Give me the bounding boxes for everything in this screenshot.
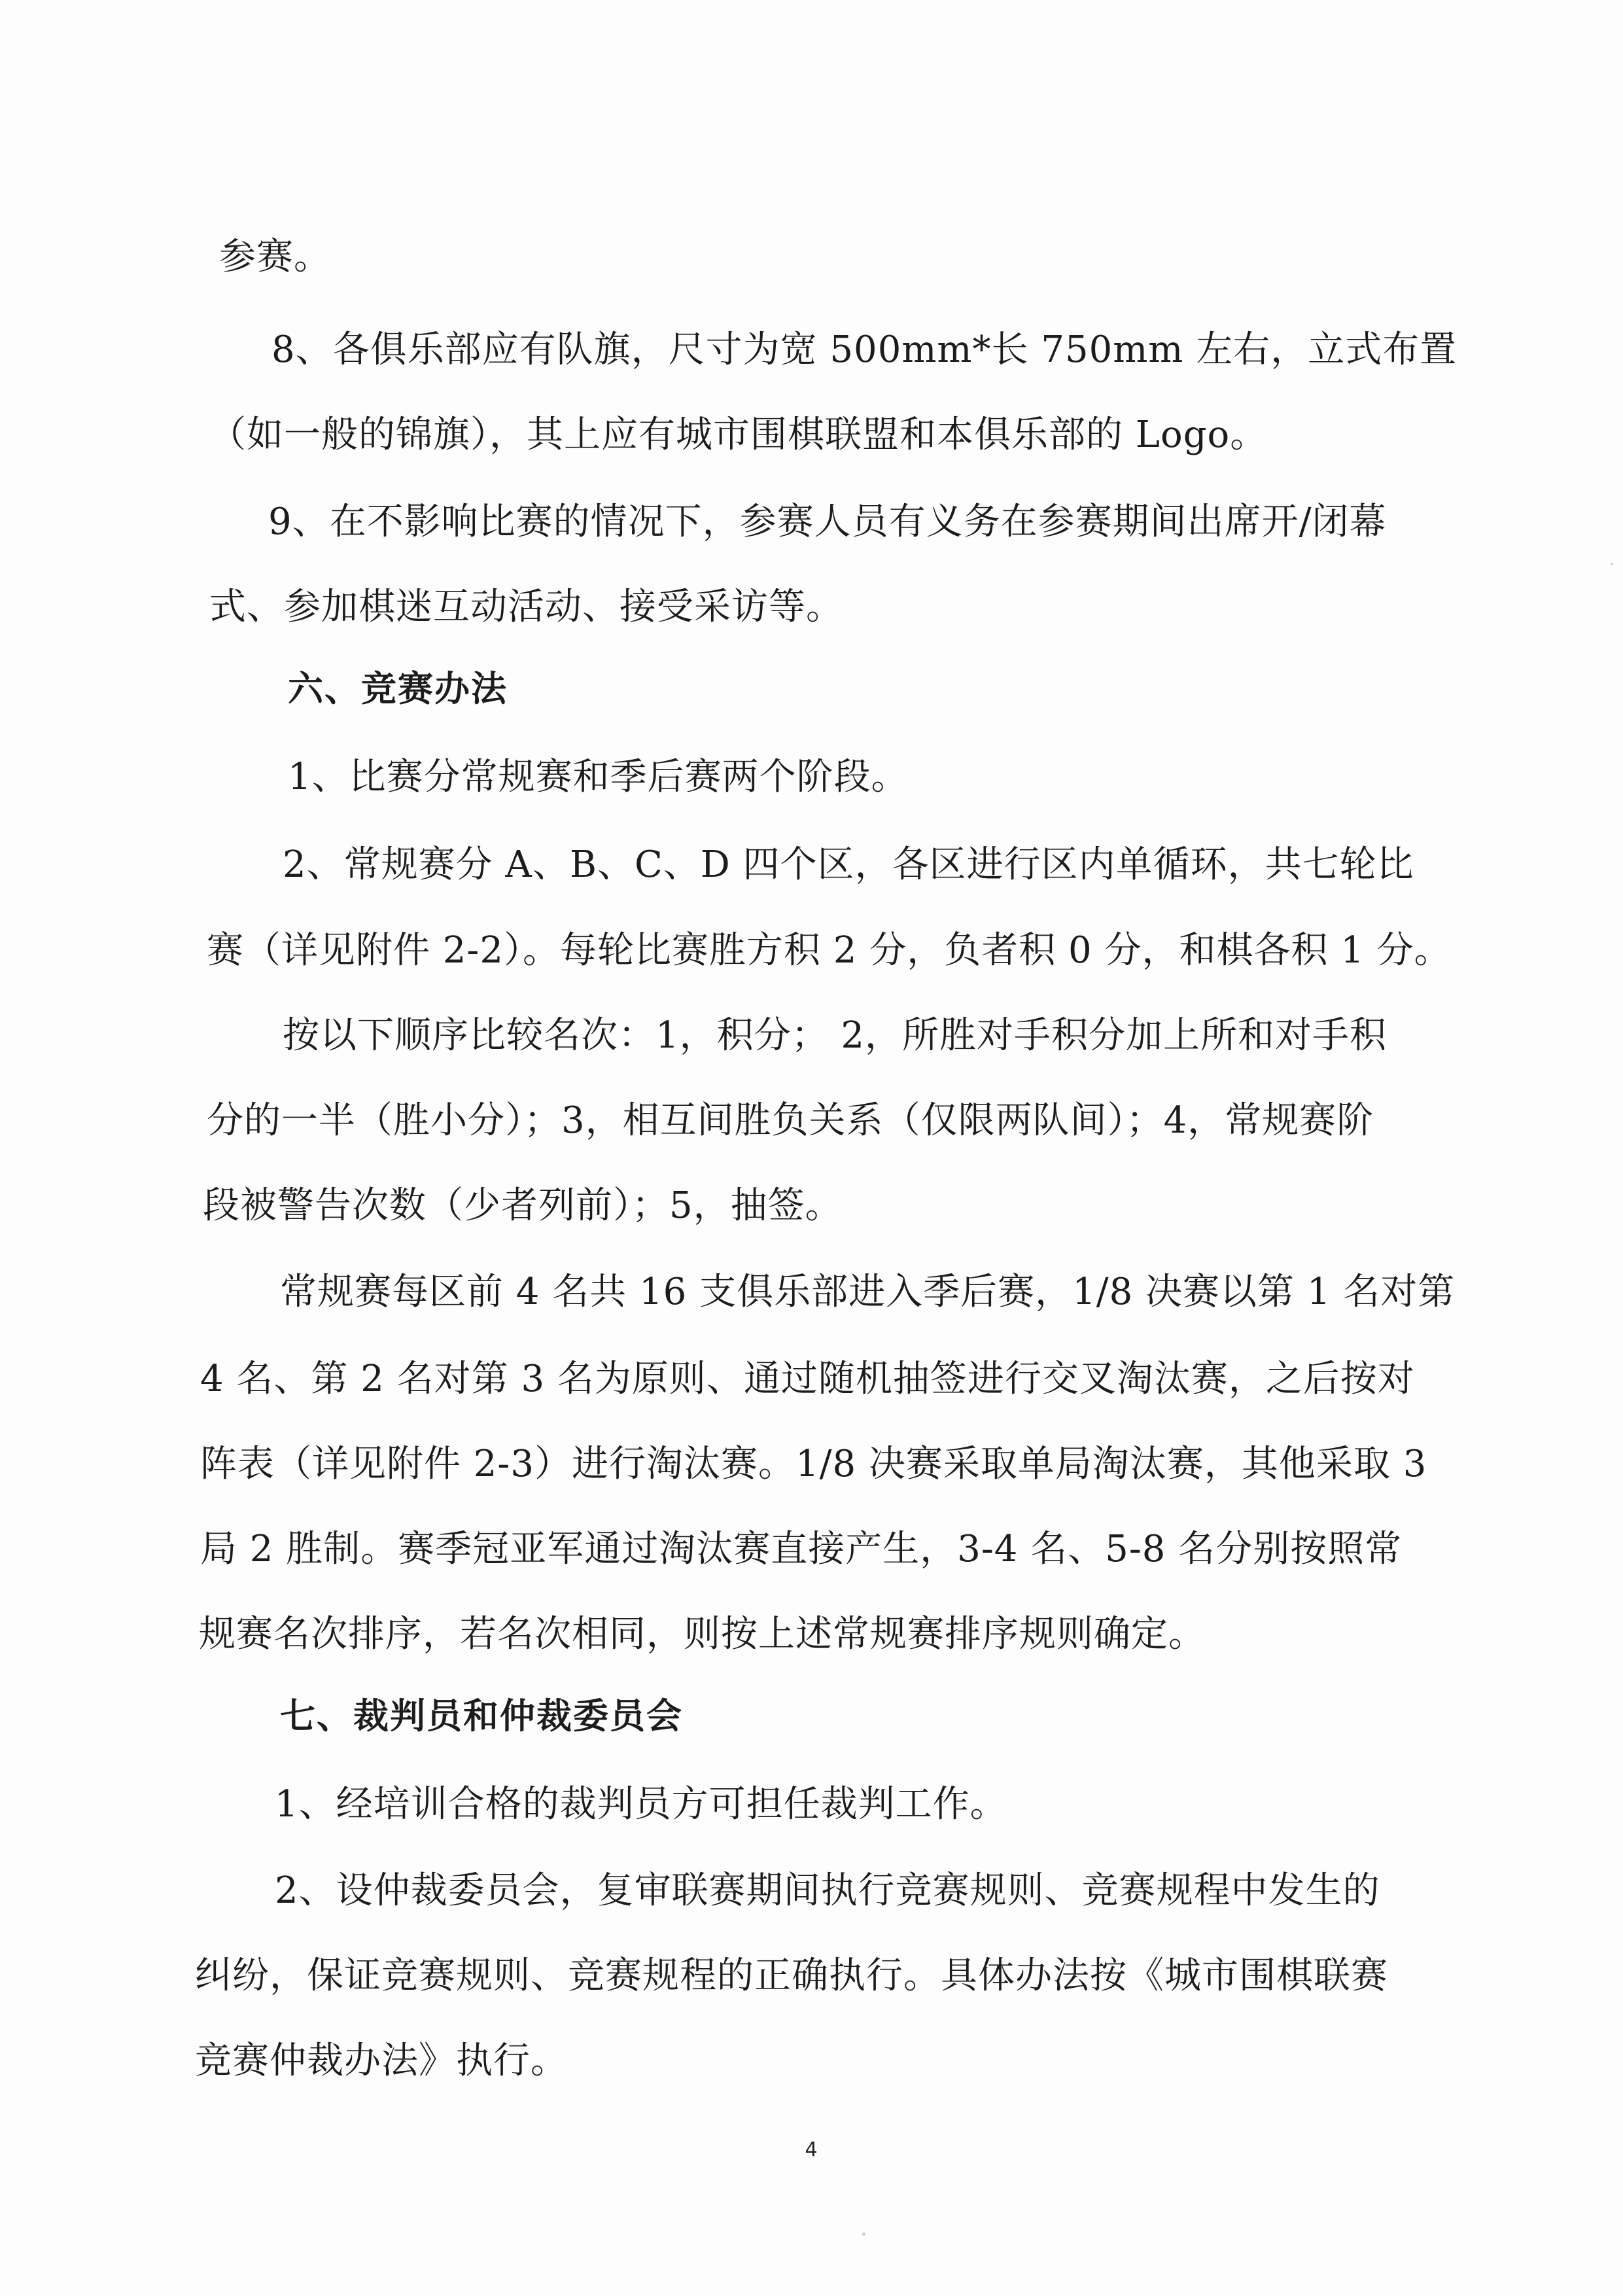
- text-line: 分的一半（胜小分）；3，相互间胜负关系（仅限两队间）；4，常规赛阶: [207, 1099, 1374, 1142]
- text-line: 按以下顺序比较名次：1，积分； 2，所胜对手积分加上所和对手积: [283, 1014, 1387, 1057]
- text-line: 赛（详见附件 2-2）。每轮比赛胜方积 2 分，负者积 0 分，和棋各积 1 分。: [207, 929, 1452, 972]
- text-line: 1、比赛分常规赛和季后赛两个阶段。: [288, 756, 909, 798]
- page-number: 4: [805, 2138, 818, 2161]
- text-line: 2、常规赛分 A、B、C、D 四个区，各区进行区内单循环，共七轮比: [283, 843, 1414, 886]
- text-line: 1、经培训合格的裁判员方可担任裁判工作。: [275, 1783, 1007, 1826]
- section-heading: 六、竞赛办法: [288, 668, 508, 709]
- text-line: 常规赛每区前 4 名共 16 支俱乐部进入季后赛，1/8 决赛以第 1 名对第: [280, 1271, 1456, 1313]
- text-line: 9、在不影响比赛的情况下，参赛人员有义务在参赛期间出席开/闭幕: [268, 501, 1387, 543]
- scan-speck: [1611, 563, 1613, 565]
- text-line: 式、参加棋迷互动活动、接受采访等。: [209, 586, 843, 628]
- text-line: 段被警告次数（少者列前）；5，抽签。: [203, 1184, 843, 1227]
- text-line: 阵表（详见附件 2-3）进行淘汰赛。1/8 决赛采取单局淘汰赛，其他采取 3: [200, 1443, 1427, 1485]
- text-line: 4 名、第 2 名对第 3 名为原则、通过随机抽签进行交叉淘汰赛，之后按对: [200, 1358, 1415, 1400]
- text-line: 规赛名次排序，若名次相同，则按上述常规赛排序规则确定。: [199, 1613, 1206, 1655]
- text-line: 竞赛仲裁办法》执行。: [195, 2040, 568, 2082]
- text-line: （如一般的锦旗），其上应有城市围棋联盟和本俱乐部的 Logo。: [209, 414, 1268, 456]
- text-line: 纠纷，保证竞赛规则、竞赛规程的正确执行。具体办法按《城市围棋联赛: [195, 1954, 1388, 1997]
- text-line: 参赛。: [219, 236, 331, 278]
- text-line: 8、各俱乐部应有队旗，尺寸为宽 500mm*长 750mm 左右，立式布置: [271, 328, 1457, 371]
- text-line: 局 2 胜制。赛季冠亚军通过淘汰赛直接产生，3-4 名、5-8 名分别按照常: [200, 1528, 1403, 1570]
- text-line: 2、设仲裁委员会，复审联赛期间执行竞赛规则、竞赛规程中发生的: [275, 1869, 1380, 1912]
- scan-speck: [862, 2233, 865, 2236]
- section-heading: 七、裁判员和仲裁委员会: [280, 1695, 683, 1737]
